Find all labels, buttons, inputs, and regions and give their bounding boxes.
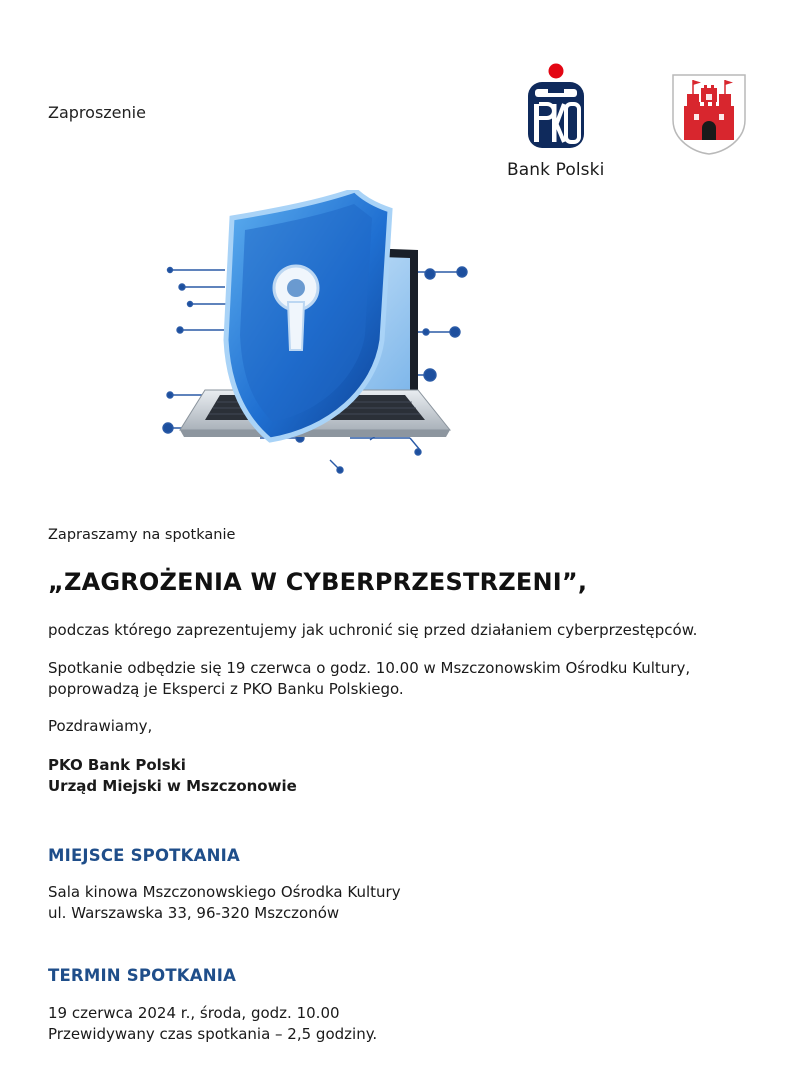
details-line-1: Spotkanie odbędzie się 19 czerwca o godz. 10.00 w Mszczonowskim Ośrodku Kultury,	[48, 659, 691, 677]
place-heading: MIEJSCE SPOTKANIA	[48, 846, 240, 865]
details-paragraph	[48, 658, 690, 700]
bank-name: Bank Polski	[507, 160, 605, 180]
signature-line-2: Urząd Miejski w Mszczonowie	[48, 777, 297, 795]
intro-text: Zapraszamy na spotkanie	[48, 527, 236, 543]
pko-logo	[520, 62, 592, 152]
greeting: Pozdrawiamy,	[48, 717, 153, 735]
signature-line-1: PKO Bank Polski	[48, 756, 186, 774]
document-label: Zaproszenie	[48, 103, 146, 122]
signature	[48, 755, 297, 797]
cybersecurity-illustration	[150, 190, 490, 480]
time-heading: TERMIN SPOTKANIA	[48, 966, 237, 985]
time-line-1: 19 czerwca 2024 r., środa, godz. 10.00	[48, 1004, 340, 1022]
details-line-2: poprowadzą je Eksperci z PKO Banku Polskiego.	[48, 680, 404, 698]
town-crest	[670, 72, 748, 156]
time-details	[48, 1003, 377, 1045]
place-details	[48, 882, 401, 924]
event-title: „ZAGROŻENIA W CYBERPRZESTRZENI”,	[48, 568, 588, 596]
place-line-2: ul. Warszawska 33, 96-320 Mszczonów	[48, 904, 340, 922]
description-text: podczas którego zaprezentujemy jak uchronić się przed działaniem cyberprzestępców.	[48, 621, 698, 639]
description-paragraph	[48, 620, 697, 641]
place-line-1: Sala kinowa Mszczonowskiego Ośrodka Kultury	[48, 883, 401, 901]
time-line-2: Przewidywany czas spotkania – 2,5 godziny.	[48, 1025, 378, 1043]
